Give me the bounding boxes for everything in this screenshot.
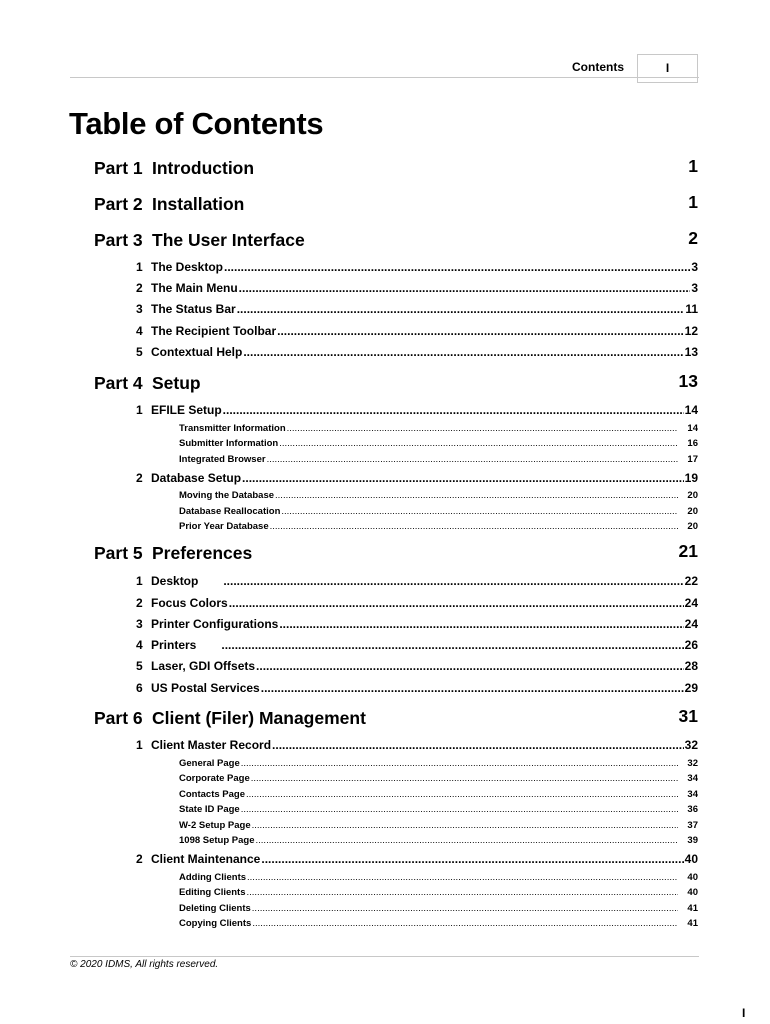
subsection-page: 40: [687, 887, 698, 898]
subsection-name: W-2 Setup Page: [179, 820, 251, 831]
chapter-number: 2: [136, 596, 143, 610]
header-label: Contents: [572, 60, 624, 74]
toc-subsection[interactable]: [179, 918, 698, 931]
subsection-name: Contacts Page: [179, 789, 245, 800]
subsection-name: Corporate Page: [179, 773, 250, 784]
toc-chapter[interactable]: [136, 345, 698, 360]
part-name: Client (Filer) Management: [152, 708, 366, 728]
chapter-page: 26: [684, 638, 698, 652]
dot-leader: [287, 423, 678, 434]
chapter-page: 3: [691, 281, 698, 295]
dot-leader: [241, 758, 678, 769]
dot-leader: [261, 852, 683, 866]
subsection-name: Copying Clients: [179, 918, 252, 929]
header-page-numeral: I: [637, 54, 698, 83]
chapter-number: 4: [136, 638, 143, 652]
toc-chapter[interactable]: [136, 638, 698, 653]
part-page: 1: [688, 156, 698, 176]
subsection-page: 20: [687, 506, 698, 517]
chapter-name: Client Maintenance: [151, 852, 261, 866]
toc-part[interactable]: [94, 227, 698, 251]
toc-subsection[interactable]: [179, 521, 698, 534]
subsection-page: 20: [687, 490, 698, 501]
toc-part[interactable]: [94, 191, 698, 215]
chapter-number: 1: [136, 738, 143, 752]
dot-leader: [279, 617, 683, 631]
dot-leader: [223, 574, 683, 588]
toc-chapter[interactable]: [136, 471, 698, 486]
chapter-page: 28: [684, 659, 698, 673]
toc-part[interactable]: [94, 540, 698, 564]
subsection-page: 32: [687, 758, 698, 769]
chapter-number: 2: [136, 852, 143, 866]
chapter-page: 32: [684, 738, 698, 752]
chapter-number: 3: [136, 302, 143, 316]
subsection-name: General Page: [179, 758, 240, 769]
subsection-page: 39: [687, 835, 698, 846]
toc-subsection[interactable]: [179, 438, 698, 451]
toc-subsection[interactable]: [179, 506, 698, 519]
chapter-page: 29: [684, 681, 698, 695]
part-number: Part 5: [94, 543, 143, 563]
chapter-number: 3: [136, 617, 143, 631]
chapter-number: 5: [136, 659, 143, 673]
subsection-page: 41: [687, 918, 698, 929]
dot-leader: [237, 302, 685, 316]
toc-subsection[interactable]: [179, 804, 698, 817]
subsection-name: Database Reallocation: [179, 506, 281, 517]
subsection-name: Adding Clients: [179, 872, 247, 883]
part-page: 2: [688, 228, 698, 248]
chapter-page: 3: [691, 260, 698, 274]
subsection-name: Deleting Clients: [179, 903, 251, 914]
toc-chapter[interactable]: [136, 738, 698, 753]
page-title: Table of Contents: [69, 106, 324, 141]
footer-page-numeral: I: [742, 1006, 746, 1020]
chapter-name: US Postal Services: [151, 681, 260, 695]
toc-chapter[interactable]: [136, 324, 698, 339]
chapter-name: Focus Colors: [151, 596, 228, 610]
dot-leader: [242, 471, 684, 485]
chapter-page: 19: [684, 471, 698, 485]
toc-subsection[interactable]: [179, 903, 698, 916]
toc-part[interactable]: [94, 705, 698, 729]
dot-leader: [277, 324, 684, 338]
chapter-name: Contextual Help: [151, 345, 243, 359]
subsection-name: Moving the Database: [179, 490, 275, 501]
chapter-name: Database Setup: [151, 471, 242, 485]
dot-leader: [279, 438, 678, 449]
part-page: 31: [678, 706, 698, 726]
chapter-page: 24: [684, 596, 698, 610]
part-name: Introduction: [152, 158, 255, 178]
toc-chapter[interactable]: [136, 659, 698, 674]
part-number: Part 2: [94, 194, 143, 214]
toc-subsection[interactable]: [179, 872, 698, 885]
toc-chapter[interactable]: [136, 681, 698, 696]
toc-chapter[interactable]: [136, 403, 698, 418]
toc-chapter[interactable]: [136, 281, 698, 296]
part-name: The User Interface: [152, 230, 305, 250]
toc-part[interactable]: [94, 370, 698, 394]
chapter-page: 12: [684, 324, 698, 338]
dot-leader: [275, 490, 678, 501]
chapter-page: 11: [685, 302, 698, 316]
dot-leader: [272, 738, 684, 752]
dot-leader: [223, 403, 684, 417]
toc-subsection[interactable]: [179, 835, 698, 848]
subsection-name: Prior Year Database: [179, 521, 269, 532]
dot-leader: [247, 887, 679, 898]
toc-subsection[interactable]: [179, 758, 698, 771]
chapter-name: Desktop: [151, 574, 199, 588]
chapter-name: The Desktop: [151, 260, 224, 274]
dot-leader: [243, 345, 683, 359]
toc-chapter[interactable]: [136, 302, 698, 317]
dot-leader: [241, 804, 678, 815]
dot-leader: [252, 820, 678, 831]
subsection-page: 20: [687, 521, 698, 532]
subsection-page: 16: [687, 438, 698, 449]
subsection-page: 36: [687, 804, 698, 815]
subsection-page: 34: [687, 773, 698, 784]
toc-chapter[interactable]: [136, 574, 698, 589]
chapter-name: Client Master Record: [151, 738, 272, 752]
toc-subsection[interactable]: [179, 773, 698, 786]
dot-leader: [251, 773, 678, 784]
subsection-name: Transmitter Information: [179, 423, 286, 434]
part-page: 1: [688, 192, 698, 212]
footer-copyright: © 2020 IDMS, All rights reserved.: [70, 959, 219, 970]
chapter-number: 2: [136, 471, 143, 485]
toc-subsection[interactable]: [179, 423, 698, 436]
subsection-name: 1098 Setup Page: [179, 835, 255, 846]
chapter-number: 2: [136, 281, 143, 295]
chapter-number: 1: [136, 260, 143, 274]
dot-leader: [221, 638, 683, 652]
subsection-page: 41: [687, 903, 698, 914]
chapter-page: 13: [684, 345, 698, 359]
part-number: Part 4: [94, 373, 143, 393]
dot-leader: [229, 596, 684, 610]
dot-leader: [267, 454, 678, 465]
subsection-page: 37: [687, 820, 698, 831]
dot-leader: [252, 918, 678, 929]
part-page: 13: [678, 371, 698, 391]
toc-subsection[interactable]: [179, 887, 698, 900]
part-name: Installation: [152, 194, 245, 214]
dot-leader: [246, 789, 678, 800]
chapter-name: EFILE Setup: [151, 403, 222, 417]
toc-chapter[interactable]: [136, 260, 698, 275]
chapter-page: 24: [684, 617, 698, 631]
subsection-name: Integrated Browser: [179, 454, 266, 465]
toc-subsection[interactable]: [179, 820, 698, 833]
toc-subsection[interactable]: [179, 454, 698, 467]
dot-leader: [247, 872, 678, 883]
subsection-name: Editing Clients: [179, 887, 246, 898]
toc-chapter[interactable]: [136, 617, 698, 632]
part-number: Part 3: [94, 230, 143, 250]
toc-chapter[interactable]: [136, 852, 698, 867]
dot-leader: [281, 506, 678, 517]
chapter-page: 14: [684, 403, 698, 417]
chapter-number: 4: [136, 324, 143, 338]
dot-leader: [261, 681, 684, 695]
toc-subsection[interactable]: [179, 789, 698, 802]
subsection-name: Submitter Information: [179, 438, 279, 449]
chapter-name: The Recipient Toolbar: [151, 324, 277, 338]
header-rule: [70, 77, 699, 78]
toc-subsection[interactable]: [179, 490, 698, 503]
chapter-page: 22: [684, 574, 698, 588]
dot-leader: [252, 903, 678, 914]
chapter-number: 5: [136, 345, 143, 359]
dot-leader: [256, 659, 684, 673]
dot-leader: [270, 521, 678, 532]
subsection-name: State ID Page: [179, 804, 240, 815]
subsection-page: 40: [687, 872, 698, 883]
chapter-number: 1: [136, 403, 143, 417]
dot-leader: [224, 260, 690, 274]
chapter-number: 6: [136, 681, 143, 695]
dot-leader: [256, 835, 678, 846]
part-name: Setup: [152, 373, 201, 393]
subsection-page: 17: [687, 454, 698, 465]
chapter-name: Laser, GDI Offsets: [151, 659, 256, 673]
part-page: 21: [678, 541, 698, 561]
part-number: Part 6: [94, 708, 143, 728]
subsection-page: 34: [687, 789, 698, 800]
toc-chapter[interactable]: [136, 596, 698, 611]
chapter-name: Printer Configurations: [151, 617, 279, 631]
chapter-name: Printers: [151, 638, 197, 652]
dot-leader: [239, 281, 691, 295]
chapter-number: 1: [136, 574, 143, 588]
part-name: Preferences: [152, 543, 253, 563]
chapter-name: The Status Bar: [151, 302, 236, 316]
part-number: Part 1: [94, 158, 143, 178]
subsection-page: 14: [687, 423, 698, 434]
toc-part[interactable]: [94, 155, 698, 179]
chapter-page: 40: [684, 852, 698, 866]
chapter-name: The Main Menu: [151, 281, 238, 295]
footer-rule: [70, 956, 699, 957]
